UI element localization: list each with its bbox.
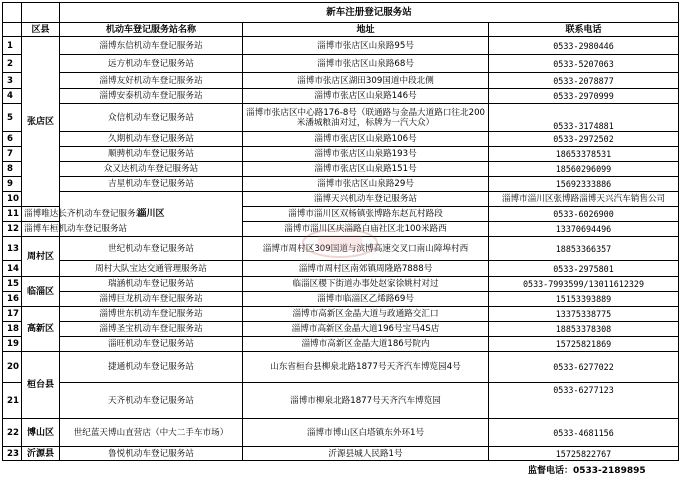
table-row bbox=[3, 419, 679, 447]
station-phone: 0533-4681156 bbox=[489, 419, 679, 447]
station-phone: 18560296099 bbox=[489, 162, 679, 177]
header-address: 地址 bbox=[243, 23, 489, 37]
station-address: 淄博市张店区山泉路151号 bbox=[243, 162, 489, 177]
row-number: 14 bbox=[3, 261, 22, 277]
row-number: 13 bbox=[3, 237, 22, 261]
station-name: 世纪机动车登记服务站 bbox=[60, 237, 243, 261]
row-number: 8 bbox=[3, 162, 22, 177]
row-number: 17 bbox=[3, 307, 22, 322]
station-address: 淄博市高新区金晶大道与政通路交汇口 bbox=[243, 307, 489, 322]
station-phone: 0533-2972502 bbox=[489, 132, 679, 147]
table-row bbox=[3, 337, 679, 352]
station-name: 淄博安泰机动车登记服务站 bbox=[60, 89, 243, 104]
row-number: 19 bbox=[3, 337, 22, 352]
station-name: 顺骋机动车登记服务站 bbox=[60, 147, 243, 162]
row-number: 15 bbox=[3, 277, 22, 292]
station-phone: 0533-3174881 bbox=[489, 104, 679, 132]
station-address: 淄博市张店区山泉路146号 bbox=[243, 89, 489, 104]
station-name: 捷通机动车登记服务站 bbox=[60, 352, 243, 383]
county-cell: 临淄区 bbox=[22, 277, 60, 307]
row-number: 4 bbox=[3, 89, 22, 104]
station-name: 淄博天兴机动车登记服务站 bbox=[243, 192, 489, 207]
header-county: 区县 bbox=[22, 23, 60, 37]
station-name: 吉星机动车登记服务站 bbox=[60, 177, 243, 192]
row-number: 12 bbox=[3, 222, 22, 237]
station-address: 淄博市淄川区庆淄路白庙社区北100米路西 bbox=[243, 222, 489, 237]
row-number: 10 bbox=[3, 192, 22, 207]
table-row bbox=[3, 37, 679, 50]
table-row bbox=[3, 322, 679, 337]
row-number: 11 bbox=[3, 207, 22, 222]
station-address: 淄博市高新区金晶大道186号院内 bbox=[243, 337, 489, 352]
county-cell: 沂源县 bbox=[22, 447, 60, 461]
station-address: 临淄区稷下街道办事处赵家徐姚村对过 bbox=[243, 277, 489, 292]
row-number: 2 bbox=[3, 55, 22, 73]
row-number: 23 bbox=[3, 447, 22, 461]
station-phone: 18853378308 bbox=[489, 322, 679, 337]
table-row bbox=[3, 192, 679, 207]
station-name: 淄博东信机动车登记服务站 bbox=[60, 37, 243, 55]
row-number: 6 bbox=[3, 132, 22, 147]
station-phone: 0533-7993599/13011612329 bbox=[489, 277, 679, 292]
table-row bbox=[3, 104, 679, 132]
station-name: 久期机动车登记服务站 bbox=[60, 132, 243, 147]
table-row bbox=[3, 147, 679, 162]
table-row bbox=[3, 55, 679, 68]
station-phone: 0533-2980446 bbox=[489, 37, 679, 55]
row-number: 1 bbox=[3, 37, 22, 55]
row-number: 16 bbox=[3, 292, 22, 307]
table-row bbox=[3, 73, 679, 89]
table-row bbox=[3, 162, 679, 177]
supervision-phone: 监督电话：0533-2189895 bbox=[528, 466, 646, 476]
station-address: 淄博市张店区山泉路106号 bbox=[243, 132, 489, 147]
station-name: 淄博巨龙机动车登记服务站 bbox=[60, 292, 243, 307]
table-row bbox=[3, 177, 679, 192]
station-name: 鲁悦机动车登记服务站 bbox=[60, 447, 243, 461]
station-phone: 18853366357 bbox=[489, 237, 679, 261]
title-spacer bbox=[22, 3, 60, 23]
county-cell: 桓台县 bbox=[22, 352, 60, 419]
table-row bbox=[3, 237, 679, 261]
row-number: 3 bbox=[3, 73, 22, 89]
station-phone: 0533-6026900 bbox=[489, 207, 679, 222]
station-name: 淄博世东机动车登记服务站 bbox=[60, 307, 243, 322]
station-address: 淄博市张店区山泉路95号 bbox=[243, 37, 489, 55]
station-phone: 15725821869 bbox=[489, 337, 679, 352]
station-phone: 0533-5207063 bbox=[489, 55, 679, 73]
header-phone: 联系电话 bbox=[489, 23, 679, 37]
row-number: 21 bbox=[3, 383, 22, 419]
station-phone: 0533-6277123 bbox=[489, 383, 679, 419]
station-phone: 13370694496 bbox=[489, 222, 679, 237]
station-name: 淄博唯达长齐机动车登记服务站 bbox=[22, 207, 60, 222]
row-number: 22 bbox=[3, 419, 22, 447]
table-row bbox=[3, 307, 679, 322]
header-number bbox=[3, 23, 22, 37]
header-row bbox=[3, 23, 679, 37]
row-number: 5 bbox=[3, 104, 22, 132]
table-title-row bbox=[3, 3, 679, 23]
station-address: 淄博市柳泉北路1877号天齐汽车博览园 bbox=[243, 383, 489, 419]
station-phone: 13375338775 bbox=[489, 307, 679, 322]
station-address: 沂源县城人民路1号 bbox=[243, 447, 489, 461]
station-address: 淄博市淄川区张博路淄博天兴汽车销售公司 bbox=[489, 192, 679, 207]
station-name: 淄博车桓机动车登记服务站 bbox=[22, 222, 60, 237]
station-address: 淄博市张店区山泉路29号 bbox=[243, 177, 489, 192]
station-address: 淄博市张店区山泉路193号 bbox=[243, 147, 489, 162]
station-address: 淄博市张店区湖田309国道中段北侧 bbox=[243, 73, 489, 89]
row-number: 7 bbox=[3, 147, 22, 162]
station-name: 淄博友好机动车登记服务站 bbox=[60, 73, 243, 89]
station-phone: 15692333886 bbox=[489, 177, 679, 192]
row-number: 20 bbox=[3, 352, 22, 383]
station-phone: 0533-2975801 bbox=[489, 261, 679, 277]
station-name: 远方机动车登记服务站 bbox=[60, 55, 243, 73]
table-row bbox=[3, 447, 679, 461]
station-phone: 0533-2970999 bbox=[489, 89, 679, 104]
station-address: 淄博市张店区中心路176-8号（联通路与金晶大道路口往北200米潘城粮油对过，标牌为一汽大众） bbox=[243, 104, 489, 132]
station-address: 山东省桓台县柳泉北路1877号天齐汽车博览园4号 bbox=[243, 352, 489, 383]
station-phone: 18653378531 bbox=[489, 147, 679, 162]
table-row bbox=[3, 261, 679, 277]
table-row bbox=[3, 292, 679, 307]
station-address: 淄博市张店区山泉路68号 bbox=[243, 55, 489, 73]
row-number: 9 bbox=[3, 177, 22, 192]
station-address: 淄博市周村区309国道与滨博高速交叉口南山障埠村西 bbox=[243, 237, 489, 261]
station-name: 众信机动车登记服务站 bbox=[60, 104, 243, 132]
station-address: 淄博市博山区白塔镇东外环1号 bbox=[243, 419, 489, 447]
table-row bbox=[3, 277, 679, 292]
county-cell: 周村区 bbox=[22, 237, 60, 277]
station-phone: 0533-6277022 bbox=[489, 352, 679, 383]
station-phone: 15153393889 bbox=[489, 292, 679, 307]
table-row bbox=[3, 352, 679, 383]
station-name: 淄旺机动车登记服务站 bbox=[60, 337, 243, 352]
station-phone: 15725822767 bbox=[489, 447, 679, 461]
station-name: 众又达机动车登记服务站 bbox=[60, 162, 243, 177]
county-cell: 高新区 bbox=[22, 307, 60, 352]
table-title: 新车注册登记服务站 bbox=[60, 3, 679, 23]
table-row bbox=[3, 383, 679, 419]
station-name: 瑞涵机动车登记服务站 bbox=[60, 277, 243, 292]
station-address: 淄博市高新区金晶大道196号宝马4S店 bbox=[243, 322, 489, 337]
station-name: 世纪蓝天博山直营店（中大二手车市场） bbox=[60, 419, 243, 447]
row-number: 18 bbox=[3, 322, 22, 337]
table-row bbox=[3, 132, 679, 147]
county-cell: 张店区 bbox=[22, 37, 60, 207]
station-name: 淄博圣宝机动车登记服务站 bbox=[60, 322, 243, 337]
county-cell: 淄川区 bbox=[60, 192, 243, 237]
service-station-table bbox=[2, 2, 679, 461]
station-name: 周村大队宝达交通管理服务站 bbox=[60, 261, 243, 277]
table-row bbox=[3, 89, 679, 104]
station-address: 淄博市周村区南郊镇周隆路7888号 bbox=[243, 261, 489, 277]
station-address: 淄博市临淄区乙烯路69号 bbox=[243, 292, 489, 307]
station-name: 天齐机动车登记服务站 bbox=[60, 383, 243, 419]
station-address: 淄博市淄川区双杨镇张博路东赵瓦村路段 bbox=[243, 207, 489, 222]
title-spacer bbox=[3, 3, 22, 23]
header-name: 机动车登记服务站名称 bbox=[60, 23, 243, 37]
station-phone: 0533-2078877 bbox=[489, 73, 679, 89]
county-cell: 博山区 bbox=[22, 419, 60, 447]
